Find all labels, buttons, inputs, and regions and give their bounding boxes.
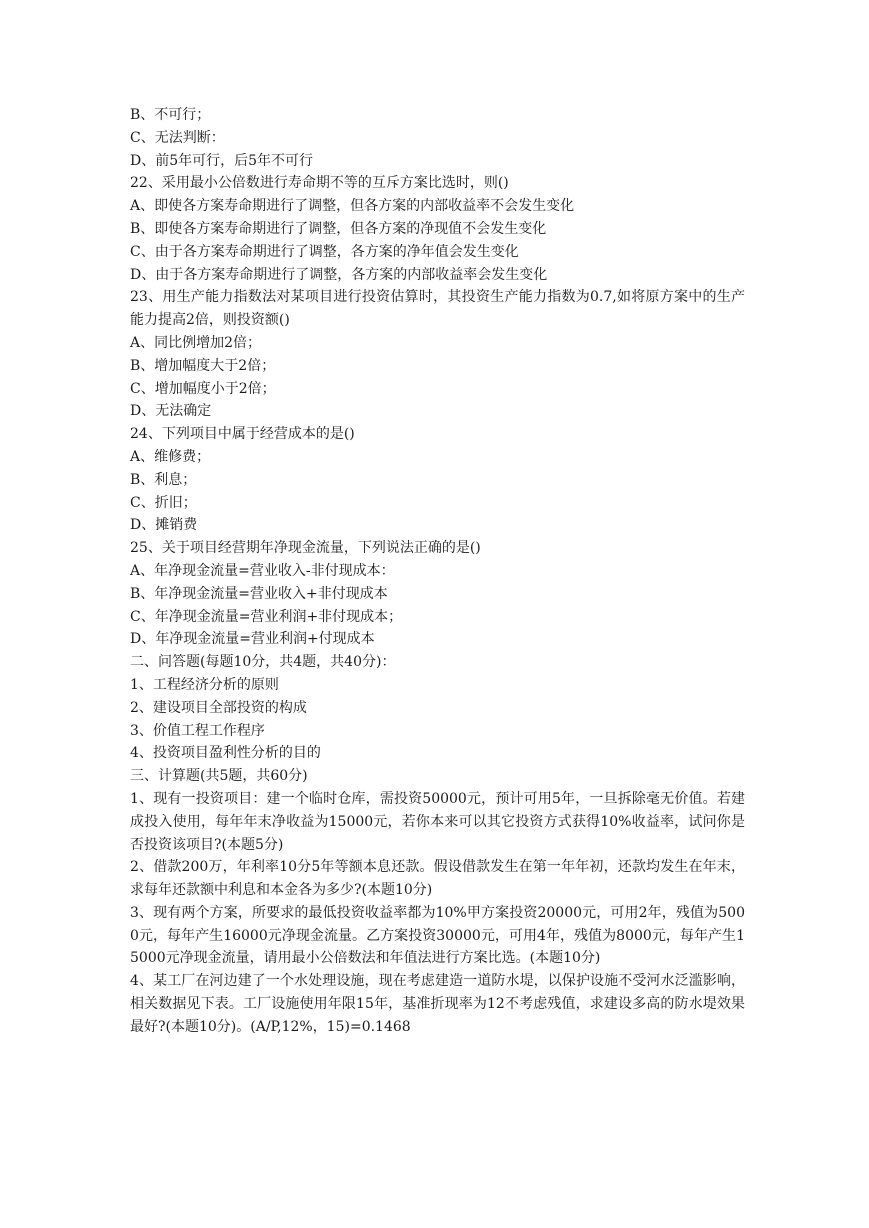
q24-question: 24、下列项目中属于经营成本的是() — [130, 426, 355, 443]
q22-option-b: B、即使各方案寿命期进行了调整，但各方案的净现值不会发生变化 — [130, 220, 547, 237]
q23-option-d: D、无法确定 — [130, 403, 212, 420]
q22-question: 22、采用最小公倍数进行寿命期不等的互斥方案比选时，则() — [130, 175, 509, 192]
calculation-problem-2: 2、借款200万，年利率10分5年等额本息还款。假设借款发生在第一年年初，还款均发生在年末，求每年还款额中利息和本金各为多少?(本题10分) — [130, 859, 745, 899]
section-short-answer-heading: 二、问答题(每题10分，共4题，共40分)： — [130, 654, 396, 671]
calculation-problem-3: 3、现有两个方案，所要求的最低投资收益率都为10%甲方案投资20000元，可用2年，残值为5000元，每年产生16000元净现金流量。乙方案投资30000元，可用4年，残值为8000元，每年产生15000元净现金流量，请用最小公倍数法和年值法进行方案比选。(本题10分) — [130, 904, 745, 967]
q24-option-d: D、摊销费 — [130, 517, 198, 534]
q21-option-d: D、前5年可行，后5年不可行 — [130, 152, 314, 169]
short-answer-item-2: 2、建设项目全部投资的构成 — [130, 699, 307, 716]
short-answer-item-4: 4、投资项目盈利性分析的目的 — [130, 745, 321, 762]
q22-option-a: A、即使各方案寿命期进行了调整，但各方案的内部收益率不会发生变化 — [130, 198, 575, 215]
section-calculation-heading: 三、计算题(共5题，共60分) — [130, 768, 308, 785]
q25-option-b: B、年净现金流量=营业收入+非付现成本 — [130, 585, 388, 602]
q23-question: 23、用生产能力指数法对某项目进行投资估算时，其投资生产能力指数为0.7,如将原方案中的生产能力提高2倍，则投资额() — [130, 289, 745, 329]
calculation-problem-1: 1、现有一投资项目：建一个临时仓库，需投资50000元，预计可用5年，一旦拆除毫无价值。若建成投入使用，每年年末净收益为15000元，若你本来可以其它投资方式获得10%收益率，试问你是否投资该项目?(本题5分) — [130, 790, 745, 853]
q22-option-c: C、由于各方案寿命期进行了调整，各方案的净年值会发生变化 — [130, 243, 519, 260]
q25-option-c: C、年净现金流量=营业利润+非付现成本； — [130, 608, 403, 625]
q24-option-c: C、折旧； — [130, 494, 197, 511]
q25-option-d: D、年净现金流量=营业利润+付现成本 — [130, 631, 375, 648]
q23-option-c: C、增加幅度小于2倍； — [130, 380, 276, 397]
q24-option-b: B、利息； — [130, 471, 197, 488]
q23-option-a: A、同比例增加2倍； — [130, 334, 262, 351]
short-answer-item-1: 1、工程经济分析的原则 — [130, 676, 279, 693]
q21-option-b: B、不可行； — [130, 107, 211, 123]
q21-option-c: C、无法判断： — [130, 129, 225, 146]
document-body — [130, 104, 745, 1039]
calculation-problem-4: 4、某工厂在河边建了一个水处理设施，现在考虑建造一道防水堤，以保护设施不受河水泛滥影响，相关数据见下表。工厂设施使用年限15年，基准折现率为12不考虑残值，求建设多高的防水堤效果最好?(本题10分)。(A/P,12%，15)=0.1468 — [130, 973, 745, 1035]
q22-option-d: D、由于各方案寿命期进行了调整，各方案的内部收益率会发生变化 — [130, 266, 548, 283]
short-answer-item-3: 3、价值工程工作程序 — [130, 722, 265, 739]
q23-option-b: B、增加幅度大于2倍； — [130, 357, 276, 374]
q25-question: 25、关于项目经营期年净现金流量，下列说法正确的是() — [130, 540, 481, 557]
q25-option-a: A、年净现金流量=营业收入-非付现成本： — [130, 562, 395, 579]
q24-option-a: A、维修费； — [130, 448, 211, 465]
